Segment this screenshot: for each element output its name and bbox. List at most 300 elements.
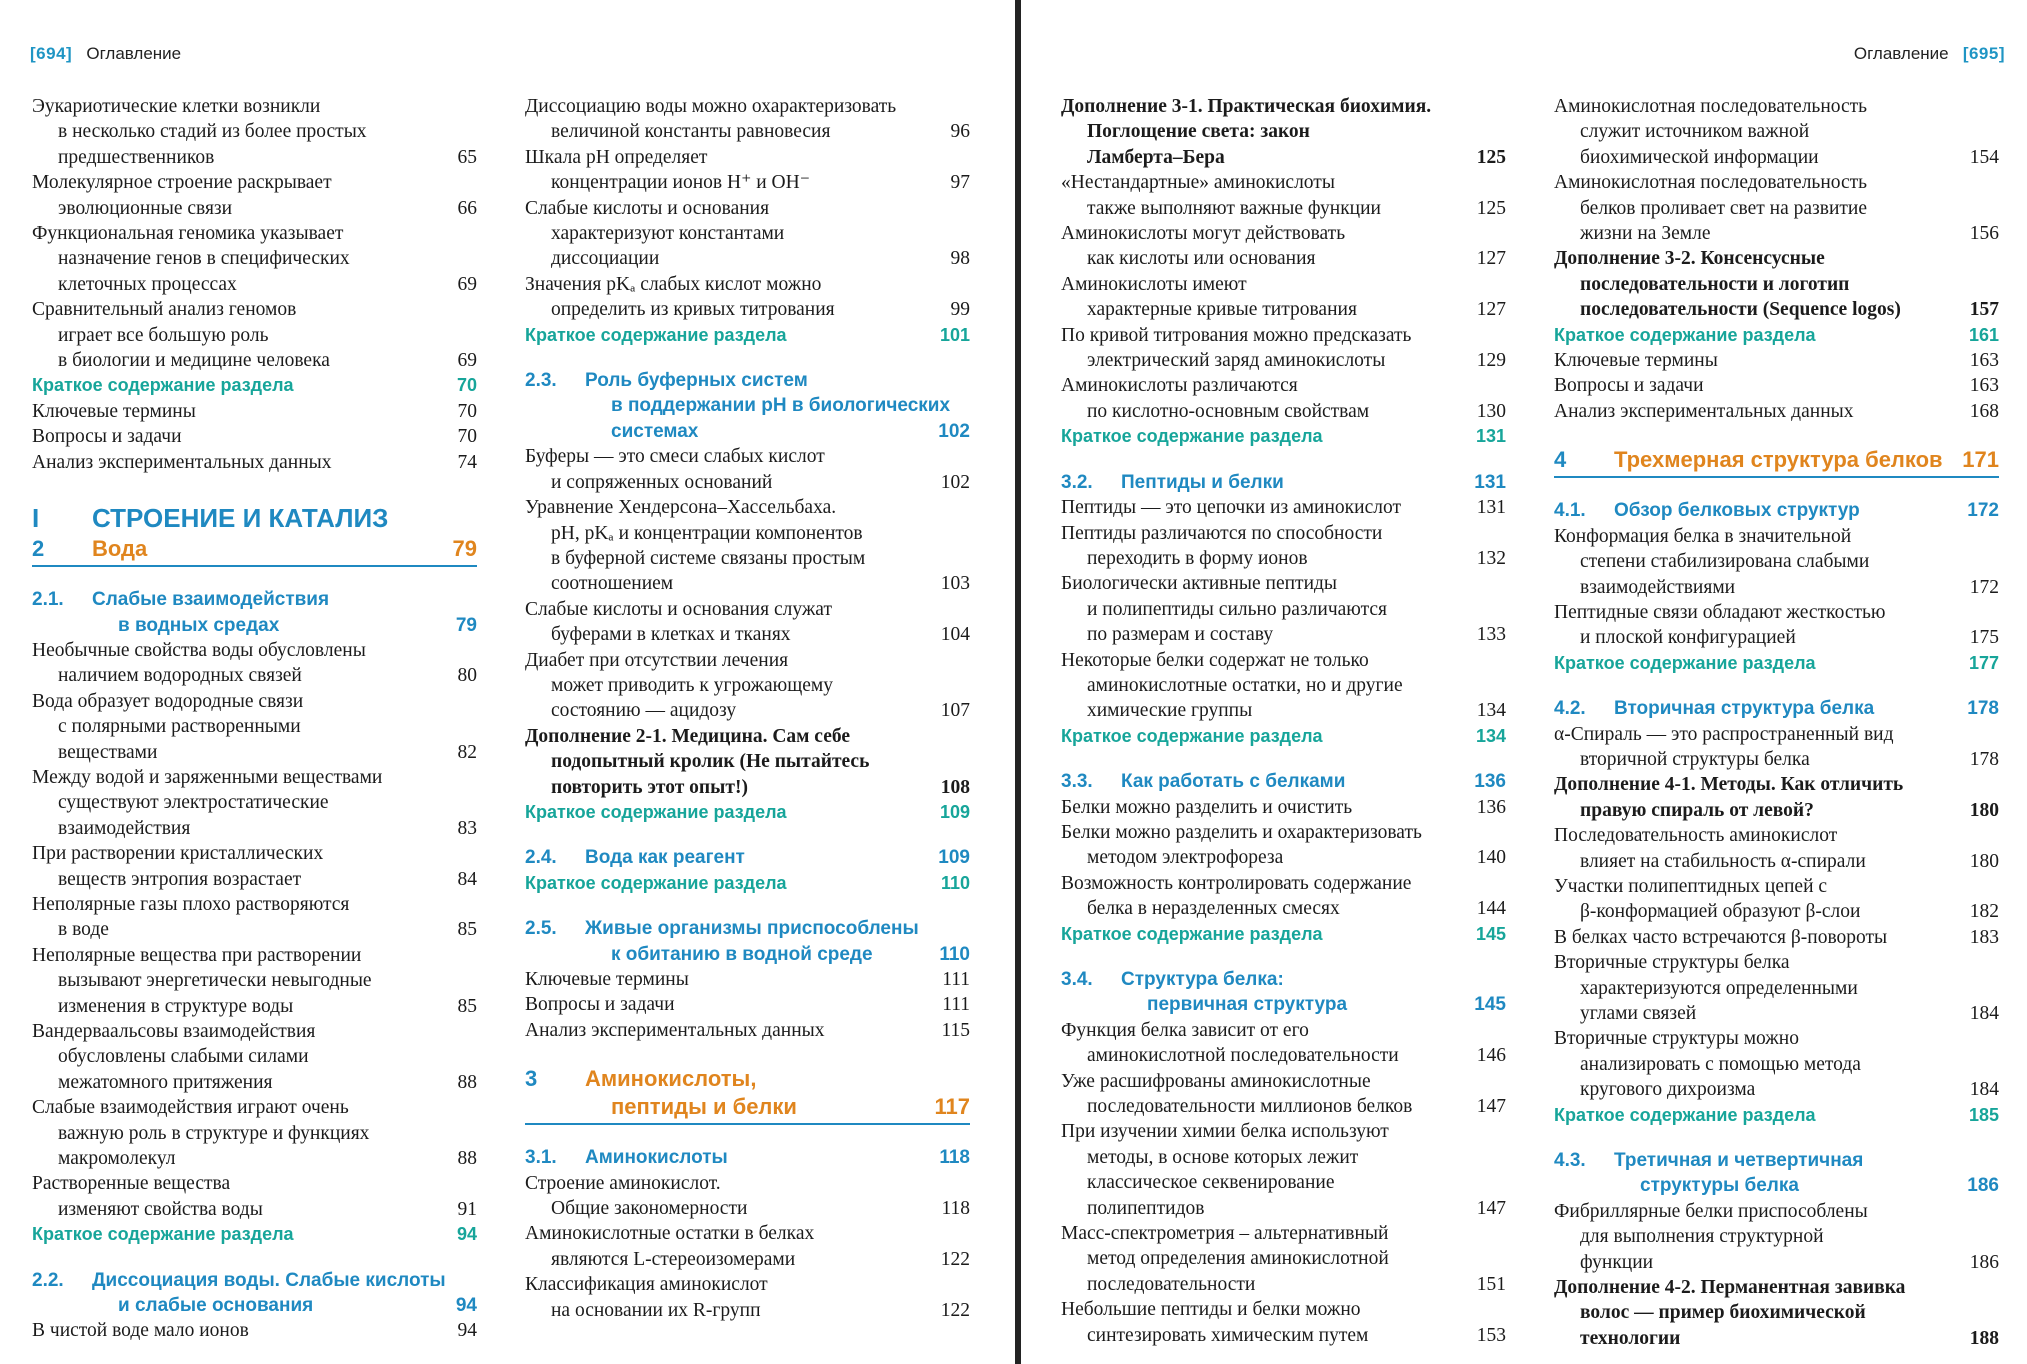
- toc-title: [525, 1018, 918, 1043]
- toc-title-line: Аминокислоты имеют: [1061, 273, 1247, 295]
- toc-entry[interactable]: [32, 94, 477, 170]
- toc-summary[interactable]: [1554, 1103, 1999, 1128]
- toc-entry[interactable]: [525, 145, 970, 196]
- toc-part-heading: [32, 501, 477, 535]
- toc-page-number: 122: [940, 1299, 970, 1321]
- toc-page-number: 102: [940, 471, 970, 493]
- toc-page-number: 132: [1476, 547, 1506, 569]
- left-page-number: [694]: [30, 44, 73, 63]
- toc-entry[interactable]: [525, 992, 970, 1017]
- toc-number: 4.1.: [1554, 500, 1586, 522]
- toc-page-number: 66: [457, 197, 477, 219]
- toc-title-line: Краткое содержание раздела: [1554, 324, 1816, 345]
- toc-entry[interactable]: [1554, 524, 1999, 600]
- toc-title-line: Уравнение Хендерсона–Хассельбаха.: [525, 497, 837, 519]
- toc-entry[interactable]: [1061, 571, 1506, 647]
- toc-title-line: метод определения аминокислотной: [1087, 1248, 1389, 1270]
- toc-title-line: Краткое содержание раздела: [525, 324, 787, 345]
- toc-entry[interactable]: [32, 450, 477, 475]
- toc-title: [1554, 1199, 1947, 1275]
- toc-title-line: Вторичные структуры можно: [1554, 1028, 1799, 1050]
- toc-title-line: Аминокислотная последовательность: [1554, 96, 1868, 117]
- toc-title: [1061, 323, 1454, 374]
- toc-title: [1614, 498, 1947, 523]
- toc-title-line: определить из кривых титрования: [551, 299, 835, 321]
- toc-entry[interactable]: [525, 444, 970, 495]
- toc-title: [1061, 648, 1454, 724]
- toc-title-line: Масс-спектрометрия – альтернативный: [1061, 1223, 1389, 1245]
- toc-title: [525, 800, 918, 825]
- toc-title-line: Небольшие пептиды и белки можно: [1061, 1299, 1361, 1321]
- toc-entry[interactable]: [1554, 722, 1999, 773]
- toc-title-line: Анализ экспериментальных данных: [1554, 400, 1854, 422]
- toc-page-number: 111: [942, 994, 970, 1016]
- toc-summary[interactable]: [32, 373, 477, 398]
- toc-entry[interactable]: [1061, 1297, 1506, 1348]
- toc-number: 2.5.: [525, 918, 557, 940]
- toc-title-line: веществами: [58, 741, 158, 763]
- toc-number: I: [32, 503, 40, 534]
- toc-summary[interactable]: [1061, 424, 1506, 449]
- toc-title: [32, 221, 425, 297]
- toc-title: [1061, 871, 1454, 922]
- toc-entry[interactable]: [1061, 495, 1506, 520]
- toc-title: [1554, 246, 1947, 322]
- toc-title-line: эволюционные связи: [58, 197, 233, 219]
- toc-entry[interactable]: [525, 967, 970, 992]
- toc-page-number: 178: [1967, 698, 1999, 720]
- toc-title: [1554, 950, 1947, 1026]
- toc-entry[interactable]: [1061, 795, 1506, 820]
- toc-section-heading[interactable]: [1554, 1148, 1999, 1199]
- toc-title-line: Некоторые белки содержат не только: [1061, 649, 1369, 671]
- toc-title-line: характерные кривые титрования: [1087, 299, 1357, 321]
- toc-title-line: Аминокислоты: [585, 1147, 728, 1169]
- toc-title-line: Как работать с белками: [1121, 771, 1346, 793]
- toc-title-line: в водных средах: [118, 614, 280, 636]
- toc-title-line: Роль буферных систем: [585, 370, 808, 392]
- toc-title-line: назначение генов в специфических: [58, 248, 350, 270]
- toc-title-line: При растворении кристаллических: [32, 843, 324, 865]
- toc-page-number: 104: [940, 624, 970, 646]
- toc-title-line: Вопросы и задачи: [525, 994, 675, 1016]
- toc-title-line: Диссоциацию воды можно охарактеризовать: [525, 96, 897, 117]
- toc-entry[interactable]: [32, 399, 477, 424]
- toc-title: [1061, 1221, 1454, 1297]
- toc-title: [1061, 922, 1454, 947]
- toc-number: 2.1.: [32, 589, 64, 611]
- toc-number: 2.2.: [32, 1269, 64, 1291]
- toc-page-number: 131: [1475, 426, 1506, 447]
- toc-title-line: Вода: [92, 536, 148, 562]
- toc-entry[interactable]: [1554, 823, 1999, 874]
- toc-title-line: Сравнительный анализ геномов: [32, 299, 297, 321]
- toc-title-line: последовательности (Sequence logos): [1580, 299, 1901, 321]
- toc-title: [525, 992, 918, 1017]
- toc-entry[interactable]: [1554, 925, 1999, 950]
- toc-title-line: в биологии и медицине человека: [58, 350, 330, 372]
- toc-title: [525, 1171, 918, 1222]
- toc-page-number: 103: [940, 573, 970, 595]
- toc-number: 4: [1554, 447, 1567, 473]
- toc-title-line: Дополнение 2-1. Медицина. Сам себе: [525, 725, 851, 747]
- toc-chapter-heading[interactable]: [525, 1065, 970, 1125]
- toc-title: [585, 368, 951, 444]
- toc-page-number: 147: [1476, 1096, 1506, 1118]
- toc-page-number: 99: [950, 299, 970, 321]
- toc-title: [1061, 1119, 1454, 1221]
- toc-page-number: 94: [457, 1320, 477, 1342]
- toc-page-number: 163: [1969, 350, 1999, 372]
- toc-title-line: правую спираль от левой?: [1580, 799, 1814, 821]
- toc-chapter-heading[interactable]: [32, 535, 477, 567]
- toc-title: [1554, 651, 1947, 676]
- toc-entry[interactable]: [1554, 600, 1999, 651]
- toc-title-line: pH, pKₐ и концентрации компонентов: [551, 522, 863, 544]
- toc-title-line: первичная структура: [1147, 994, 1348, 1016]
- toc-title-line: вторичной структуры белка: [1580, 748, 1810, 770]
- toc-number: 4.2.: [1554, 698, 1586, 720]
- toc-title: [585, 1145, 918, 1170]
- toc-entry[interactable]: [525, 1272, 970, 1323]
- toc-summary[interactable]: [525, 800, 970, 825]
- toc-title-line: Диабет при отсутствии лечения: [525, 649, 789, 671]
- toc-entry[interactable]: [1554, 399, 1999, 424]
- toc-title-line: Слабые взаимодействия: [92, 589, 330, 611]
- toc-title: [1614, 696, 1947, 721]
- toc-page-number: 131: [1474, 471, 1506, 493]
- toc-number: 2.4.: [525, 847, 557, 869]
- toc-page-number: 136: [1476, 796, 1506, 818]
- toc-entry[interactable]: [525, 597, 970, 648]
- toc-page-number: 79: [452, 536, 477, 562]
- toc-entry[interactable]: [1061, 521, 1506, 572]
- toc-chapter-heading[interactable]: [1554, 446, 1999, 478]
- toc-title-line: и слабые основания: [118, 1295, 314, 1317]
- toc-page-number: 110: [940, 872, 970, 893]
- toc-entry[interactable]: [32, 424, 477, 449]
- toc-title-line: Краткое содержание раздела: [1061, 426, 1323, 447]
- toc-title: [525, 323, 918, 348]
- toc-title: [1061, 272, 1454, 323]
- toc-title: [32, 689, 425, 765]
- toc-entry[interactable]: [1554, 373, 1999, 398]
- toc-title-line: Значения pKₐ слабых кислот можно: [525, 273, 822, 295]
- toc-title-line: Обзор белковых структур: [1614, 500, 1860, 522]
- toc-title-line: повторить этот опыт!): [551, 776, 748, 798]
- toc-entry[interactable]: [1061, 373, 1506, 424]
- toc-entry[interactable]: [525, 1018, 970, 1043]
- toc-entry[interactable]: [32, 1095, 477, 1171]
- toc-title-line: Слабые кислоты и основания служат: [525, 598, 832, 620]
- toc-entry[interactable]: [32, 689, 477, 765]
- toc-page-number: 70: [457, 426, 477, 448]
- toc-entry[interactable]: [1061, 272, 1506, 323]
- toc-title-line: Фибриллярные белки приспособлены: [1554, 1200, 1868, 1222]
- toc-title-line: Растворенные вещества: [32, 1173, 231, 1195]
- toc-title: [92, 501, 477, 535]
- toc-title-line: также выполняют важные функции: [1087, 197, 1381, 219]
- toc-title-line: соотношением: [551, 573, 674, 595]
- toc-entry[interactable]: [1061, 1018, 1506, 1069]
- toc-page-number: 178: [1969, 748, 1999, 770]
- toc-title: [32, 1019, 425, 1095]
- toc-summary[interactable]: [1554, 323, 1999, 348]
- toc-title-line: белка в неразделенных смесях: [1087, 898, 1340, 920]
- toc-title: [1061, 373, 1454, 424]
- toc-page-number: 111: [942, 969, 970, 990]
- toc-number: 3.2.: [1061, 471, 1093, 493]
- toc-page-number: 110: [939, 943, 970, 965]
- toc-title-line: электрический заряд аминокислоты: [1087, 350, 1386, 372]
- toc-page-number: 146: [1476, 1045, 1506, 1067]
- toc-title-line: Между водой и заряженными веществами: [32, 766, 383, 788]
- toc-title: [1554, 925, 1947, 950]
- toc-section-heading[interactable]: [32, 1268, 477, 1319]
- toc-title-line: Живые организмы приспособлены: [585, 918, 919, 940]
- toc-title-line: буферами в клетках и тканях: [551, 624, 791, 646]
- toc-entry[interactable]: [525, 1221, 970, 1272]
- toc-section-heading[interactable]: [525, 845, 970, 870]
- toc-number: 2.3.: [525, 370, 557, 392]
- toc-title-line: Пептиды и белки: [1121, 471, 1284, 493]
- toc-title-line: обусловлены слабыми силами: [58, 1046, 309, 1068]
- toc-section-heading[interactable]: [32, 587, 477, 638]
- toc-entry[interactable]: [525, 1171, 970, 1222]
- toc-page-number: 136: [1474, 771, 1506, 793]
- toc-title-line: важную роль в структуре и функциях: [58, 1122, 370, 1144]
- toc-title-line: состоянию — ацидозу: [551, 700, 737, 722]
- toc-title-line: вызывают энергетически невыгодные: [58, 970, 372, 992]
- toc-title: [1061, 1018, 1454, 1069]
- toc-title: [92, 587, 425, 638]
- toc-section-heading[interactable]: [525, 368, 970, 444]
- toc-title-line: Дополнение 4-1. Методы. Как отличить: [1554, 774, 1904, 796]
- toc-entry[interactable]: [32, 170, 477, 221]
- toc-title-line: Пептиды — это цепочки из аминокислот: [1061, 497, 1401, 519]
- toc-entry-box[interactable]: [525, 724, 970, 800]
- toc-entry[interactable]: [525, 648, 970, 724]
- toc-title-line: Аминокислотные остатки в белках: [525, 1223, 815, 1245]
- left-running-head: [30, 44, 181, 64]
- toc-entry[interactable]: [525, 495, 970, 597]
- toc-page-number: 91: [457, 1198, 477, 1220]
- toc-entry[interactable]: [1554, 94, 1999, 170]
- toc-entry[interactable]: [32, 765, 477, 841]
- toc-page-number: 154: [1969, 146, 1999, 168]
- toc-title: [1614, 446, 1947, 474]
- toc-page-number: 70: [457, 400, 477, 422]
- toc-entry[interactable]: [525, 196, 970, 272]
- toc-title-line: Краткое содержание раздела: [32, 375, 294, 396]
- toc-title-line: Дополнение 3-1. Практическая биохимия.: [1061, 96, 1432, 117]
- toc-page-number: 118: [939, 1147, 970, 1169]
- toc-entry[interactable]: [1554, 348, 1999, 373]
- toc-title-line: «Нестандартные» аминокислоты: [1061, 172, 1335, 194]
- toc-page-number: 144: [1476, 898, 1506, 920]
- toc-page-number: 184: [1969, 1079, 1999, 1101]
- toc-title-line: структуры белка: [1640, 1175, 1799, 1197]
- toc-summary[interactable]: [32, 1222, 477, 1247]
- toc-page-number: 107: [940, 700, 970, 722]
- toc-title-line: изменения в структуре воды: [58, 995, 294, 1017]
- toc-title-line: Биологически активные пептиды: [1061, 573, 1338, 595]
- toc-title-line: Пептиды различаются по способности: [1061, 522, 1383, 544]
- toc-entry[interactable]: [1554, 874, 1999, 925]
- toc-title: [32, 943, 425, 1019]
- toc-page-number: 125: [1476, 146, 1506, 168]
- toc-page-number: 85: [457, 995, 477, 1017]
- toc-page-number: 129: [1476, 350, 1506, 372]
- toc-page-number: 180: [1969, 850, 1999, 872]
- toc-title-line: и сопряженных оснований: [551, 471, 773, 493]
- toc-entry-box[interactable]: [1061, 94, 1506, 170]
- toc-title: [1061, 495, 1454, 520]
- toc-entry[interactable]: [1061, 1221, 1506, 1297]
- toc-entry[interactable]: [1061, 1119, 1506, 1221]
- toc-title: [32, 841, 425, 892]
- toc-title: [1554, 348, 1947, 373]
- toc-section-heading[interactable]: [525, 916, 970, 967]
- toc-title-line: Слабые взаимодействия играют очень: [32, 1097, 349, 1119]
- toc-entry[interactable]: [32, 892, 477, 943]
- toc-entry[interactable]: [525, 94, 970, 145]
- toc-title: [525, 196, 918, 272]
- toc-title-line: существуют электростатические: [58, 792, 329, 814]
- toc-entry-box[interactable]: [1554, 246, 1999, 322]
- toc-entry[interactable]: [1061, 648, 1506, 724]
- toc-title-line: белков проливает свет на развитие: [1580, 197, 1867, 219]
- toc-entry[interactable]: [1554, 1026, 1999, 1102]
- toc-section-heading[interactable]: [1061, 769, 1506, 794]
- toc-title: [1554, 874, 1947, 925]
- toc-page-number: 108: [940, 776, 970, 798]
- toc-title-line: Белки можно разделить и очистить: [1061, 796, 1353, 818]
- toc-title: [525, 724, 918, 800]
- toc-page-number: 185: [1968, 1104, 1999, 1125]
- toc-title-line: технологии: [1580, 1327, 1681, 1349]
- toc-summary[interactable]: [1061, 724, 1506, 749]
- toc-title: [32, 1171, 425, 1222]
- right-page: [1021, 0, 2027, 1364]
- toc-page-number: 109: [938, 847, 970, 869]
- toc-title: [32, 450, 425, 475]
- toc-title: [32, 892, 425, 943]
- toc-entry[interactable]: [32, 1019, 477, 1095]
- toc-title: [525, 272, 918, 323]
- toc-title-line: кругового дихроизма: [1580, 1079, 1756, 1101]
- toc-entry-box[interactable]: [1554, 1275, 1999, 1351]
- toc-summary[interactable]: [525, 323, 970, 348]
- toc-number: 3: [525, 1066, 538, 1092]
- toc-section-heading[interactable]: [1061, 967, 1506, 1018]
- toc-page-number: 172: [1969, 576, 1999, 598]
- toc-page-number: 140: [1476, 847, 1506, 869]
- toc-entry[interactable]: [1554, 1199, 1999, 1275]
- toc-number: 2: [32, 536, 45, 562]
- toc-title-line: переходить в форму ионов: [1087, 547, 1308, 569]
- toc-entry[interactable]: [32, 221, 477, 297]
- toc-title-line: по размерам и составу: [1087, 624, 1274, 646]
- toc-title-line: в несколько стадий из более простых: [58, 121, 367, 143]
- toc-title-line: синтезировать химическим путем: [1087, 1324, 1369, 1346]
- toc-entry[interactable]: [1061, 221, 1506, 272]
- toc-title-line: α-Спираль — это распространенный вид: [1554, 723, 1894, 745]
- toc-title-line: СТРОЕНИЕ И КАТАЛИЗ: [92, 503, 389, 534]
- toc-entry[interactable]: [1061, 871, 1506, 922]
- toc-title-line: Необычные свойства воды обусловлены: [32, 639, 366, 661]
- toc-title: [525, 145, 918, 196]
- toc-page-number: 145: [1475, 923, 1506, 944]
- toc-entry[interactable]: [1061, 820, 1506, 871]
- toc-title-line: для выполнения структурной: [1580, 1226, 1824, 1248]
- toc-title: [1554, 600, 1947, 651]
- toc-title-line: углами связей: [1580, 1003, 1697, 1024]
- toc-title-line: величиной константы равновесия: [551, 121, 831, 143]
- toc-entry[interactable]: [32, 841, 477, 892]
- toc-entry[interactable]: [525, 272, 970, 323]
- toc-title-line: Краткое содержание раздела: [525, 801, 787, 822]
- toc-page-number: 157: [1969, 299, 1999, 321]
- toc-summary[interactable]: [1554, 651, 1999, 676]
- toc-entry[interactable]: [1554, 170, 1999, 246]
- toc-section-heading[interactable]: [525, 1145, 970, 1170]
- toc-summary[interactable]: [525, 871, 970, 896]
- toc-entry[interactable]: [1554, 950, 1999, 1026]
- toc-page-number: 74: [457, 451, 477, 473]
- toc-section-heading[interactable]: [1554, 498, 1999, 523]
- toc-title: [1554, 323, 1947, 348]
- toc-entry[interactable]: [1061, 1069, 1506, 1120]
- toc-title-line: системах: [611, 420, 699, 442]
- toc-title-line: Функциональная геномика указывает: [32, 223, 344, 245]
- toc-title-line: Возможность контролировать содержание: [1061, 872, 1412, 894]
- toc-section-heading[interactable]: [1061, 470, 1506, 495]
- toc-page-number: 118: [941, 1198, 970, 1220]
- toc-page-number: 161: [1968, 324, 1999, 345]
- toc-title-line: макромолекул: [58, 1148, 176, 1170]
- toc-title: [1061, 521, 1454, 572]
- toc-title-line: аминокислотные остатки, но и другие: [1087, 674, 1403, 696]
- toc-entry[interactable]: [1061, 170, 1506, 221]
- toc-title-line: полипептидов: [1087, 1197, 1205, 1219]
- toc-entry[interactable]: [1061, 323, 1506, 374]
- toc-section-heading[interactable]: [1554, 696, 1999, 721]
- toc-title: [1554, 94, 1947, 170]
- toc-entry[interactable]: [32, 1318, 477, 1343]
- toc-page-number: 147: [1476, 1197, 1506, 1219]
- toc-entry-box[interactable]: [1554, 772, 1999, 823]
- toc-entry[interactable]: [32, 943, 477, 1019]
- toc-title-line: Аминокислоты,: [585, 1066, 757, 1092]
- toc-summary[interactable]: [1061, 922, 1506, 947]
- toc-title: [1061, 170, 1454, 221]
- toc-title-line: последовательности миллионов белков: [1087, 1096, 1413, 1118]
- toc-entry[interactable]: [32, 638, 477, 689]
- toc-title-line: Вторичная структура белка: [1614, 698, 1875, 720]
- toc-page-number: 168: [1969, 400, 1999, 422]
- toc-title-line: влияет на стабильность α-спирали: [1580, 850, 1866, 872]
- toc-entry[interactable]: [32, 1171, 477, 1222]
- toc-entry[interactable]: [32, 297, 477, 373]
- toc-title-line: волос — пример биохимической: [1580, 1302, 1866, 1324]
- toc-title-line: классическое секвенирование: [1087, 1172, 1335, 1194]
- right-running-head: [1854, 44, 2005, 64]
- toc-title: [525, 94, 918, 145]
- toc-title: [1554, 1275, 1947, 1351]
- toc-number: 3.3.: [1061, 771, 1093, 793]
- toc-number: 3.4.: [1061, 969, 1093, 990]
